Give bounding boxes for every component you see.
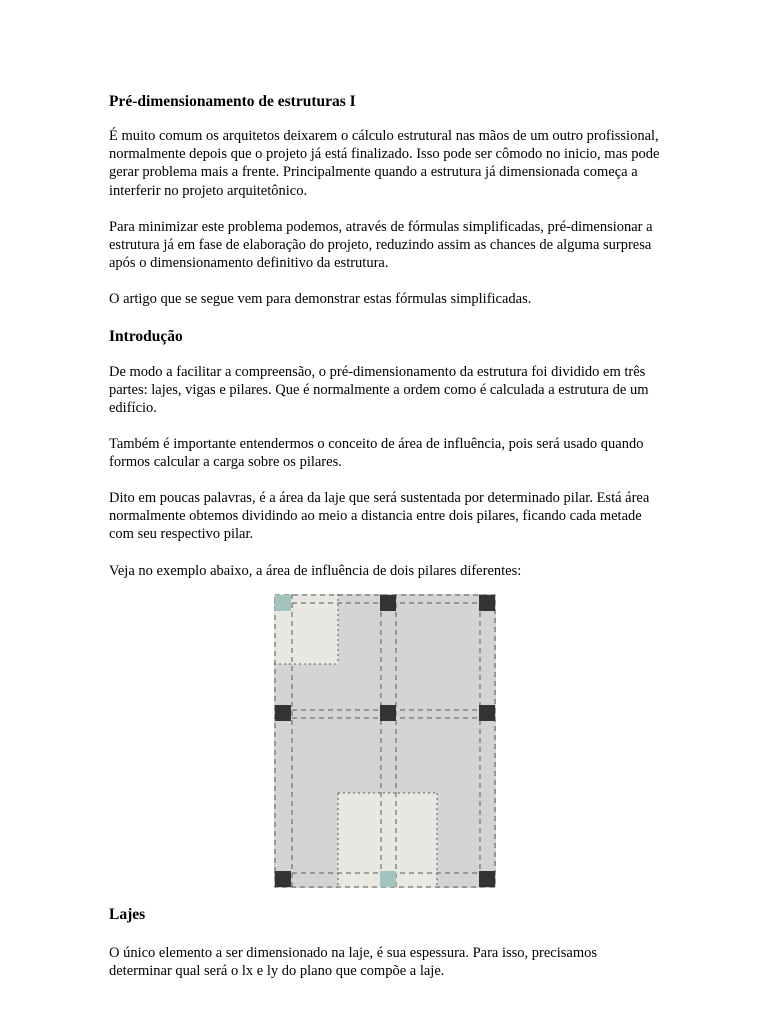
- highlighted-pillar: [380, 871, 396, 887]
- highlighted-pillar: [275, 595, 291, 611]
- pillar: [275, 871, 291, 887]
- intro-paragraph-2: Para minimizar este problema podemos, através de fórmulas simplificadas, pré-dimensionar a estrutura já em fase de elaboração do projeto, reduzindo assim as chances de alguma surpresa após o dimensionamento definitivo da estrutura.: [109, 219, 653, 272]
- pillar: [380, 595, 396, 611]
- section-heading-lajes: Lajes: [109, 906, 146, 923]
- introducao-paragraph-1: De modo a facilitar a compreensão, o pré-dimensionamento da estrutura foi dividido em três partes: lajes, vigas e pilares. Que é normalmente a ordem como é calculada a estrutura de um edifício.: [109, 364, 649, 417]
- pillar: [479, 871, 495, 887]
- pillar: [479, 705, 495, 721]
- introducao-paragraph-2: Também é importante entendermos o conceito de área de influência, pois será usado quando formos calcular a carga sobre os pilares.: [109, 436, 644, 471]
- introducao-paragraph-4: Veja no exemplo abaixo, a área de influência de dois pilares diferentes:: [109, 563, 522, 579]
- intro-paragraph-1: É muito comum os arquitetos deixarem o cálculo estrutural nas mãos de um outro profissional, normalmente depois que o projeto já está finalizado. Isso pode ser cômodo no inicio, mas pode gerar problema mais a frente. Principalmente quando a estrutura já dimensionada começa a interferir no projeto arquitetônico.: [109, 128, 660, 199]
- pillar: [275, 705, 291, 721]
- intro-paragraph-3: O artigo que se segue vem para demonstrar estas fórmulas simplificadas.: [109, 291, 532, 307]
- lajes-paragraph-1: O único elemento a ser dimensionado na laje, é sua espessura. Para isso, precisamos determinar qual será o lx e ly do plano que compõe a laje.: [109, 945, 598, 980]
- pillar: [380, 705, 396, 721]
- document-title: Pré-dimensionamento de estruturas I: [109, 93, 356, 110]
- influence-area-figure: [274, 594, 496, 888]
- pillar: [479, 595, 495, 611]
- influence-area-diagram: [274, 594, 496, 888]
- section-heading-introducao: Introdução: [109, 328, 183, 345]
- introducao-paragraph-3: Dito em poucas palavras, é a área da laje que será sustentada por determinado pilar. Está área normalmente obtemos dividindo ao meio a distancia entre dois pilares, ficando cada metade com seu respectivo pilar.: [109, 490, 650, 543]
